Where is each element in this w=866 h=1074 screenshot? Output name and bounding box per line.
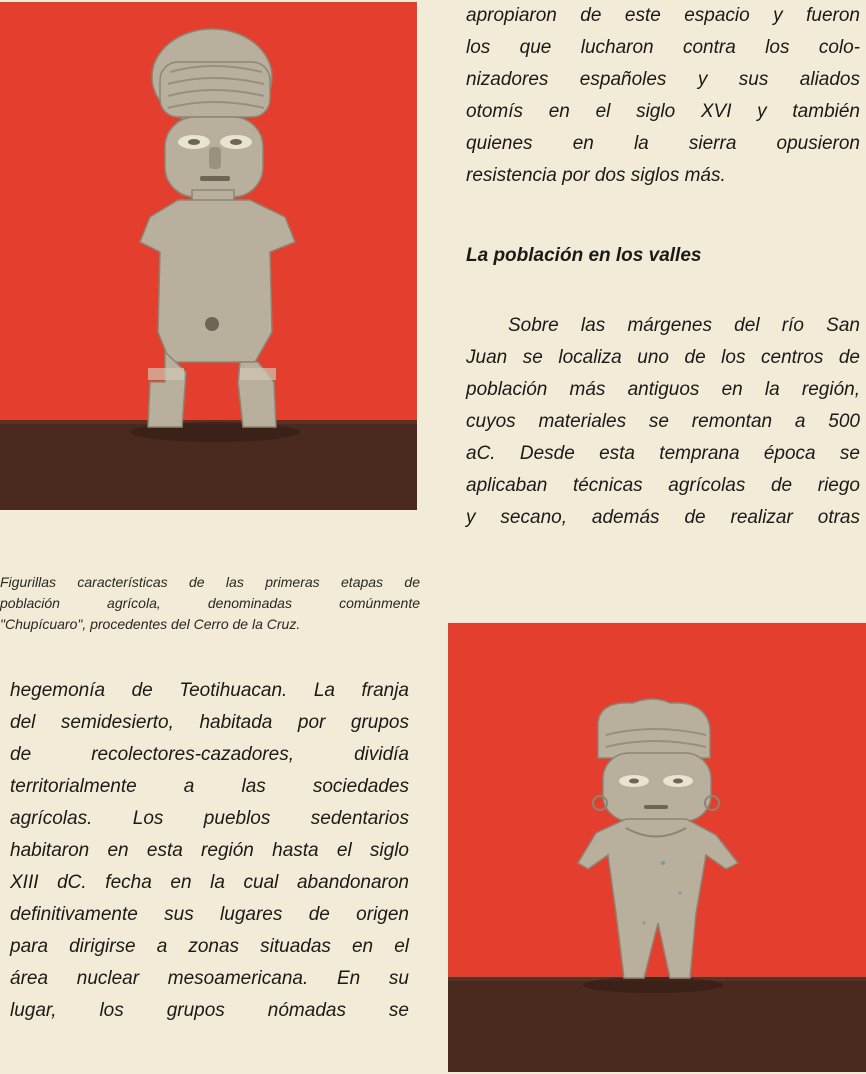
text-line: y secano, además de realizar otras — [466, 507, 860, 528]
figure-caption — [0, 572, 420, 635]
text-line: quienes en la sierra opusieron — [466, 133, 860, 154]
section-heading: La población en los valles — [466, 245, 702, 266]
text-line: para dirigirse a zonas situadas en el — [10, 936, 409, 957]
text-line: habitaron en esta región hasta el siglo — [10, 840, 409, 861]
text-line: territorialmente a las sociedades — [10, 776, 409, 797]
text-line: lugar, los grupos nómadas se — [10, 1000, 409, 1021]
text-line: aplicaban técnicas agrícolas de riego — [466, 475, 860, 496]
text-line: área nuclear mesoamericana. En su — [10, 968, 409, 989]
text-line: otomís en el siglo XVI y también — [466, 101, 860, 122]
caption-line: "Chupícuaro", procedentes del Cerro de la Cruz. — [0, 616, 301, 632]
right-column-paragraph-top — [466, 0, 860, 192]
text-line: resistencia por dos siglos más. — [466, 165, 726, 186]
text-line: definitivamente sus lugares de origen — [10, 904, 409, 925]
text-line: de recolectores-cazadores, dividía — [10, 744, 409, 765]
text-line: Sobre las márgenes del río San — [508, 315, 860, 336]
text-line: aC. Desde esta temprana época se — [466, 443, 860, 464]
left-column-paragraph — [10, 675, 409, 1027]
text-line: hegemonía de Teotihuacan. La franja — [10, 680, 409, 701]
text-line: agrícolas. Los pueblos sedentarios — [10, 808, 409, 829]
text-line: XIII dC. fecha en la cual abandonaron — [10, 872, 409, 893]
text-line: cuyos materiales se remontan a 500 — [466, 411, 860, 432]
caption-line: población agrícola, denominadas comúnmente — [0, 595, 420, 611]
right-column-paragraph-body — [466, 310, 860, 534]
figurine-photo-2 — [448, 623, 866, 1072]
text-line: los que lucharon contra los colo- — [466, 37, 860, 58]
figurine-photo-1 — [0, 2, 417, 510]
text-line: apropiaron de este espacio y fueron — [466, 5, 860, 26]
caption-line: Figurillas características de las primeras etapas de — [0, 574, 420, 590]
text-line: del semidesierto, habitada por grupos — [10, 712, 409, 733]
text-line: población más antiguos en la región, — [466, 379, 860, 400]
text-line: nizadores españoles y sus aliados — [466, 69, 860, 90]
text-line: Juan se localiza uno de los centros de — [466, 347, 860, 368]
